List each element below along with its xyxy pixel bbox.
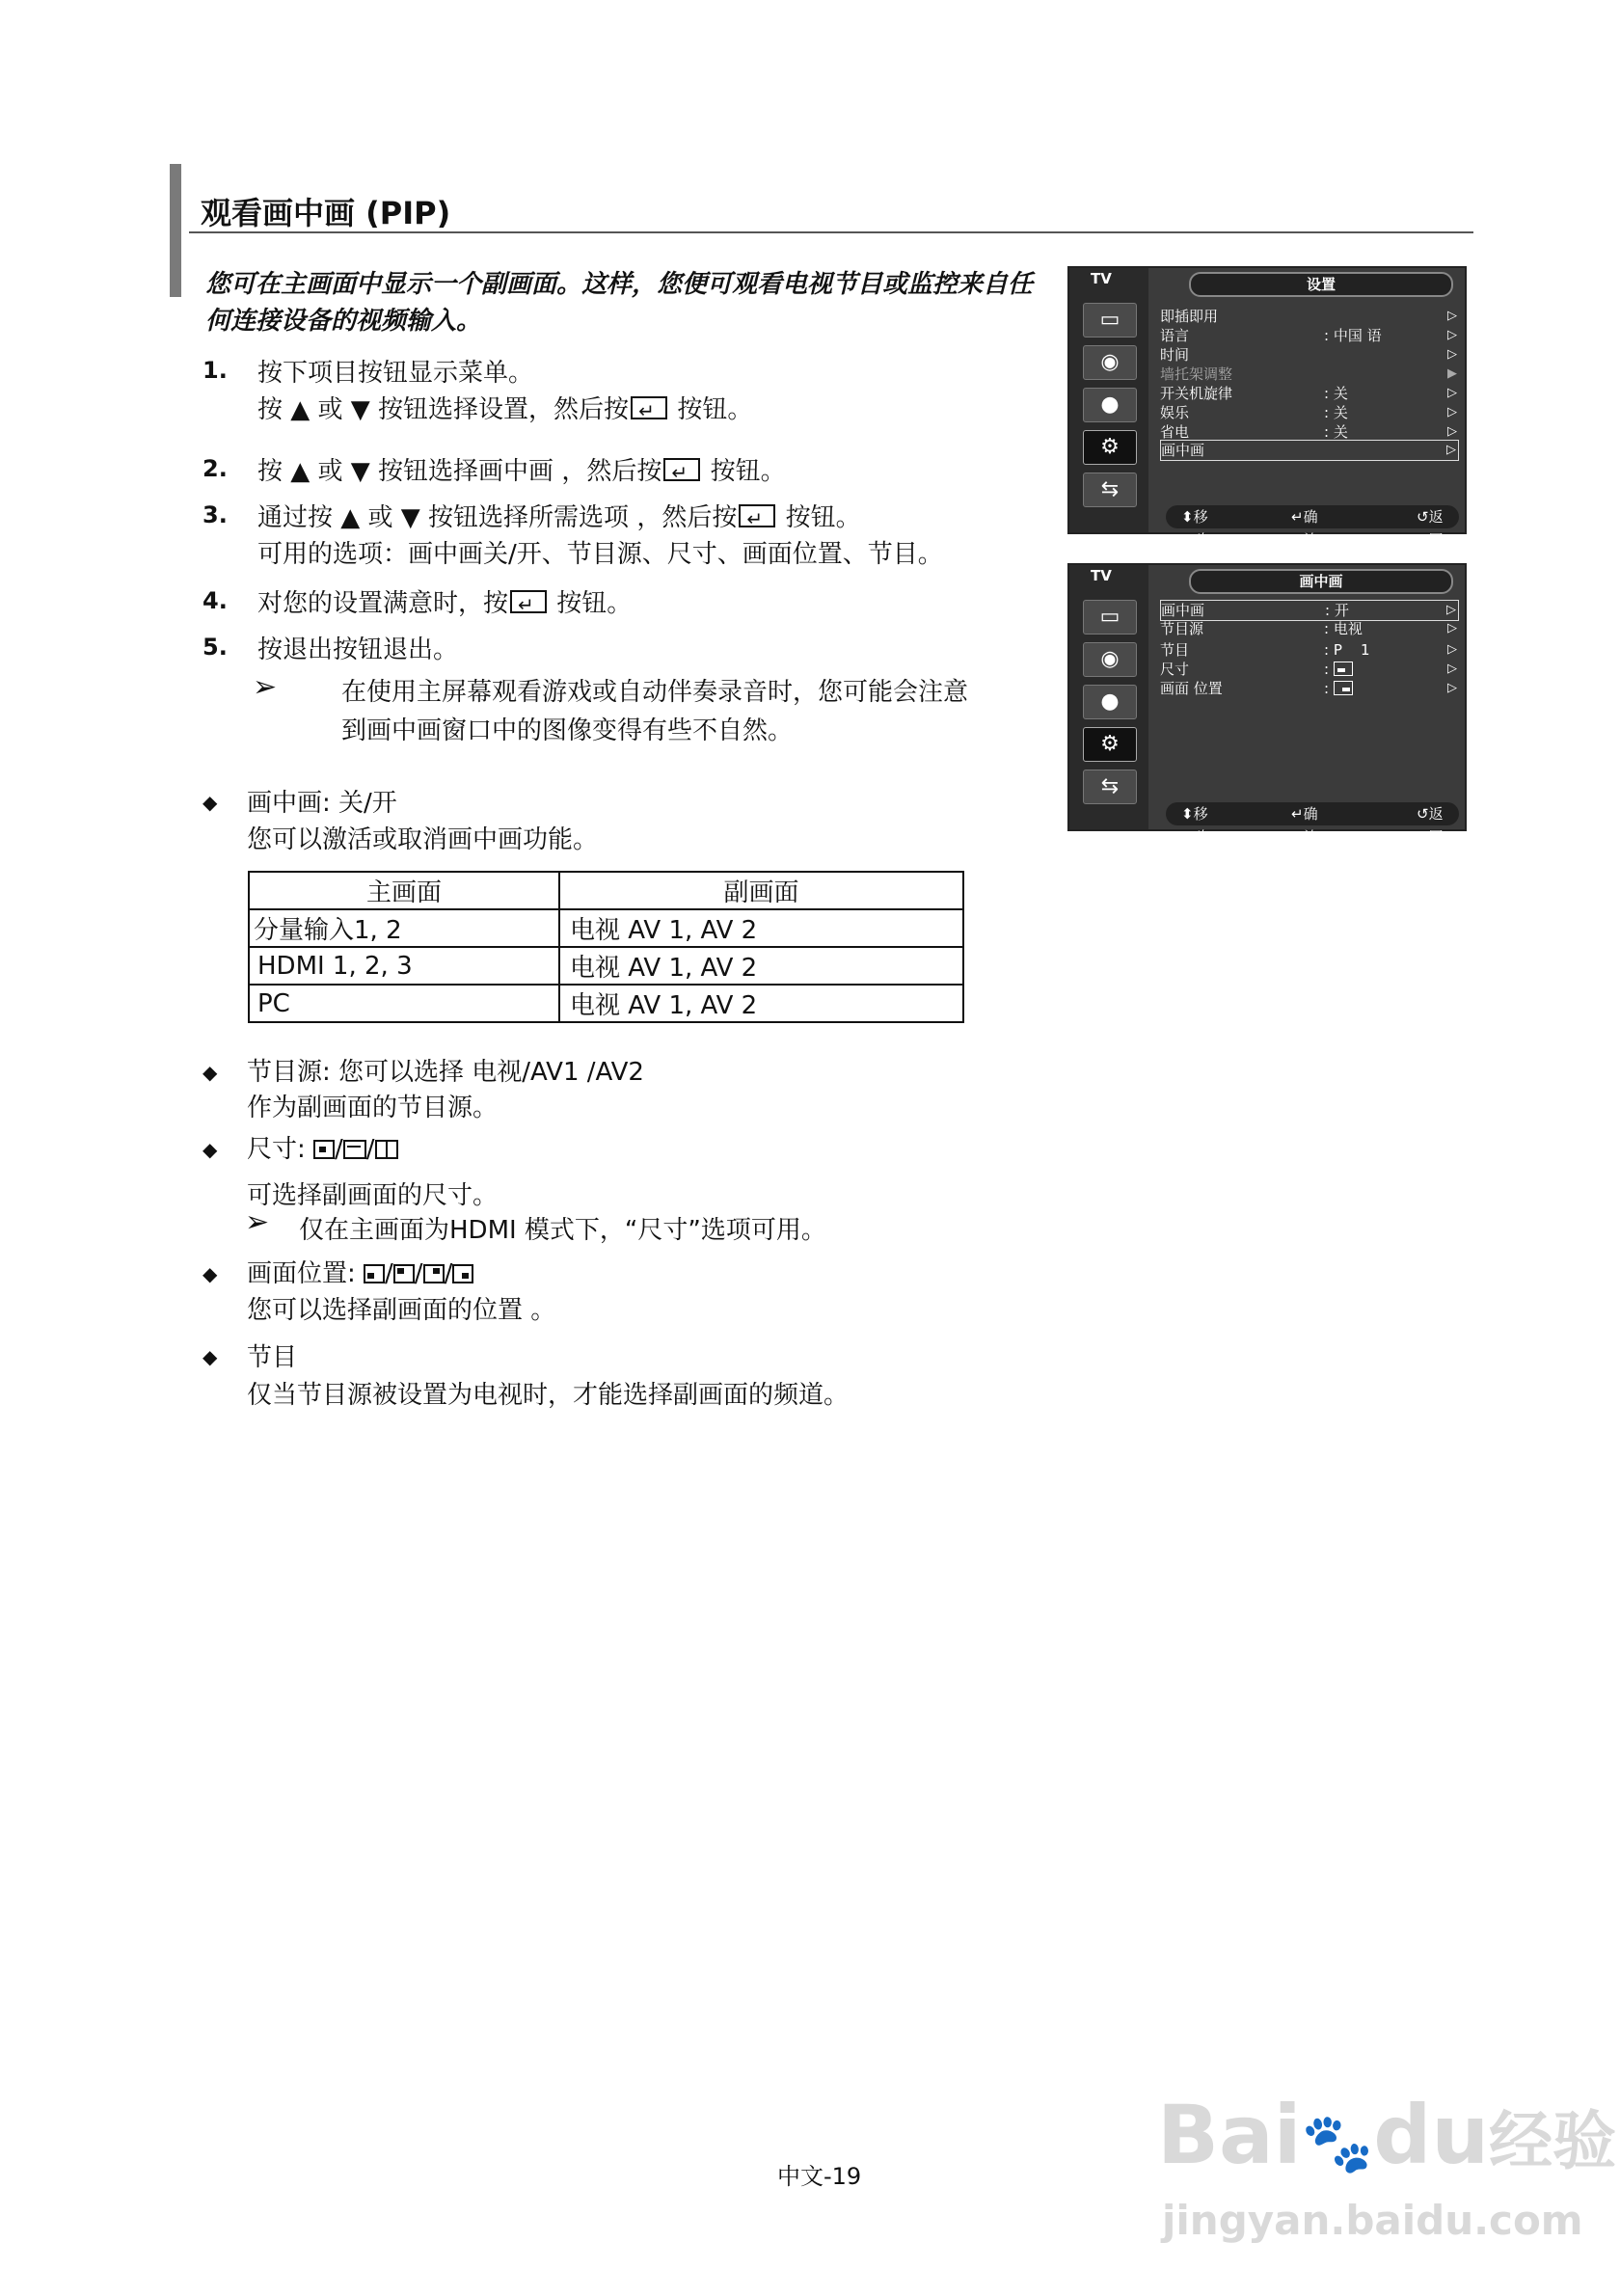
step-number: 5. [202,634,228,661]
move-hint: ⬍ 移动 [1181,805,1208,846]
bullet-size-label: 尺寸: [247,1135,314,1164]
title-accent-bar [170,164,181,297]
step-number: 4. [202,587,228,614]
table-row [249,909,963,947]
bullet-icon: ◆ [202,1345,218,1368]
picture-icon: ▭ [1083,303,1137,338]
bullet-icon: ◆ [202,1138,218,1161]
table-row [249,985,963,1022]
bullet-icon: ◆ [202,791,218,814]
baidu-watermark-logo: Bai🐾du经验 [1157,2088,1617,2182]
table-cell: 电视 AV 1, AV 2 [559,909,963,947]
confirm-hint: ↵ 确认 [1291,508,1318,549]
enter-icon [739,504,775,527]
confirm-hint: ↵ 确认 [1291,805,1318,846]
sound-icon: ◉ [1083,345,1137,380]
bullet-position-desc: 您可以选择副画面的位置 。 [247,1296,556,1325]
table-header-row [249,872,963,909]
menu-row: 即插即用 ▷ [1160,308,1457,325]
menu-row: 尺寸 : ▷ [1160,661,1457,678]
step-number: 2. [202,455,228,482]
bullet-position-row: 画面位置: / / / [247,1256,473,1292]
paw-icon: 🐾 [1301,2110,1374,2177]
watermark-url: jingyan.baidu.com [1162,2197,1583,2244]
bullet-size-note: 仅在主画面为HDMI 模式下，“尺寸”选项可用。 [299,1216,826,1245]
step-text: 通过按 ▲ 或 ▼ 按钮选择所需选项 ，然后按↵ 按钮。 [257,500,861,536]
bullet-source-desc: 作为副画面的节目源。 [247,1094,499,1122]
position-top-left-icon [393,1264,415,1283]
step-text: 按下项目按钮显示菜单。 [257,359,534,388]
bullet-icon: ◆ [202,1262,218,1285]
menu-row-selected: 画中画 : 开 ▷ [1160,600,1459,621]
position-bottom-right-icon [452,1264,473,1283]
tv-pip-menu [1067,563,1467,846]
move-hint: ⬍ 移动 [1181,508,1208,549]
input-plug-icon: ⇆ [1083,473,1137,507]
size-double-icon [375,1140,398,1159]
position-top-right-icon [423,1264,445,1283]
step-text: 对您的设置满意时，按↵ 按钮。 [257,585,632,622]
step-number: 1. [202,357,228,384]
table-cell: HDMI 1, 2, 3 [249,947,559,985]
channel-icon: ● [1083,685,1137,719]
tv-label: TV [1091,567,1112,584]
tv-menu-footer [1166,505,1459,549]
bullet-source-label: 节目源: 您可以选择 电视/AV1 /AV2 [247,1058,644,1087]
tv-menu-footer [1166,802,1459,846]
table-header: 副画面 [559,872,963,909]
tv-menu-sidebar [1069,565,1148,829]
menu-row: 画面 位置 : ▷ [1160,680,1457,697]
bullet-icon: ◆ [202,1061,218,1084]
position-value-icon [1334,681,1353,695]
intro-text: 您可在主画面中显示一个副画面。这样，您便可观看电视节目或监控来自任何连接设备的视频输入。 [205,270,1034,336]
table-cell: PC [249,985,559,1022]
size-value-icon [1334,662,1353,676]
enter-icon [663,458,700,481]
step-text: 按 ▲ 或 ▼ 按钮选择画中画 ，然后按↵ 按钮。 [257,453,786,490]
size-large-icon [313,1140,335,1159]
page-title: 观看画中画 (PIP) [201,195,451,231]
input-plug-icon: ⇆ [1083,770,1137,804]
bullet-position-label: 画面位置: [247,1259,364,1288]
tv-setup-menu [1067,266,1467,549]
table-header: 主画面 [249,872,559,909]
step-text: 按 ▲ 或 ▼ 按钮选择设置，然后按↵ 按钮。 [257,392,752,428]
bullet-program-desc: 仅当节目源被设置为电视时，才能选择副画面的频道。 [247,1381,850,1410]
step-text: 可用的选项：画中画关/开、节目源、尺寸、画面位置、节目。 [257,540,943,569]
channel-icon: ● [1083,388,1137,422]
bullet-size-row: 尺寸: / / [247,1131,398,1168]
step-number: 3. [202,501,228,528]
menu-row-selected: 画中画 ▷ [1160,440,1459,461]
enter-icon [631,396,667,419]
bullet-size-desc: 可选择副画面的尺寸。 [247,1181,499,1210]
position-bottom-left-icon [364,1264,385,1283]
back-hint: ↺ 返回 [1417,805,1444,846]
sound-icon: ◉ [1083,642,1137,677]
picture-icon: ▭ [1083,600,1137,635]
menu-row: 娱乐 : 关 ▷ [1160,404,1457,421]
page-number: 中文-19 [777,2163,862,2190]
menu-row: 节目 : P 1 ▷ [1160,641,1457,659]
menu-row: 省电 : 关 ▷ [1160,423,1457,441]
step-text: 按退出按钮退出。 [257,635,459,664]
size-split-icon [343,1140,366,1159]
setup-gear-icon: ⚙ [1083,430,1137,465]
table-cell: 分量输入1, 2 [249,909,559,947]
table-row [249,947,963,985]
menu-row: 开关机旋律 : 关 ▷ [1160,385,1457,402]
bullet-pip-desc: 您可以激活或取消画中画功能。 [247,825,599,854]
menu-row: 时间 ▷ [1160,346,1457,364]
tv-menu-header: 设置 [1189,272,1453,297]
tv-menu-sidebar [1069,268,1148,532]
pip-source-table [248,871,964,1023]
title-divider [189,231,1473,233]
menu-row: 语言 : 中国 语 ▷ [1160,327,1457,344]
bullet-program-label: 节目 [247,1343,298,1372]
back-hint: ↺ 返回 [1417,508,1444,549]
menu-row: 节目源 : 电视 ▷ [1160,620,1457,637]
note-arrow-icon: ➢ [253,670,278,704]
table-cell: 电视 AV 1, AV 2 [559,947,963,985]
note-text: 在使用主屏幕观看游戏或自动伴奏录音时，您可能会注意到画中画窗口中的图像变得有些不自然。 [341,678,969,745]
setup-gear-icon: ⚙ [1083,727,1137,762]
tv-label: TV [1091,270,1112,287]
table-cell: 电视 AV 1, AV 2 [559,985,963,1022]
menu-row: 墙托架调整 ▶ [1160,365,1457,383]
bullet-pip-label: 画中画: 关/开 [247,789,397,818]
tv-menu-header: 画中画 [1189,569,1453,594]
note-arrow-icon: ➢ [245,1205,270,1239]
enter-icon [510,590,547,613]
